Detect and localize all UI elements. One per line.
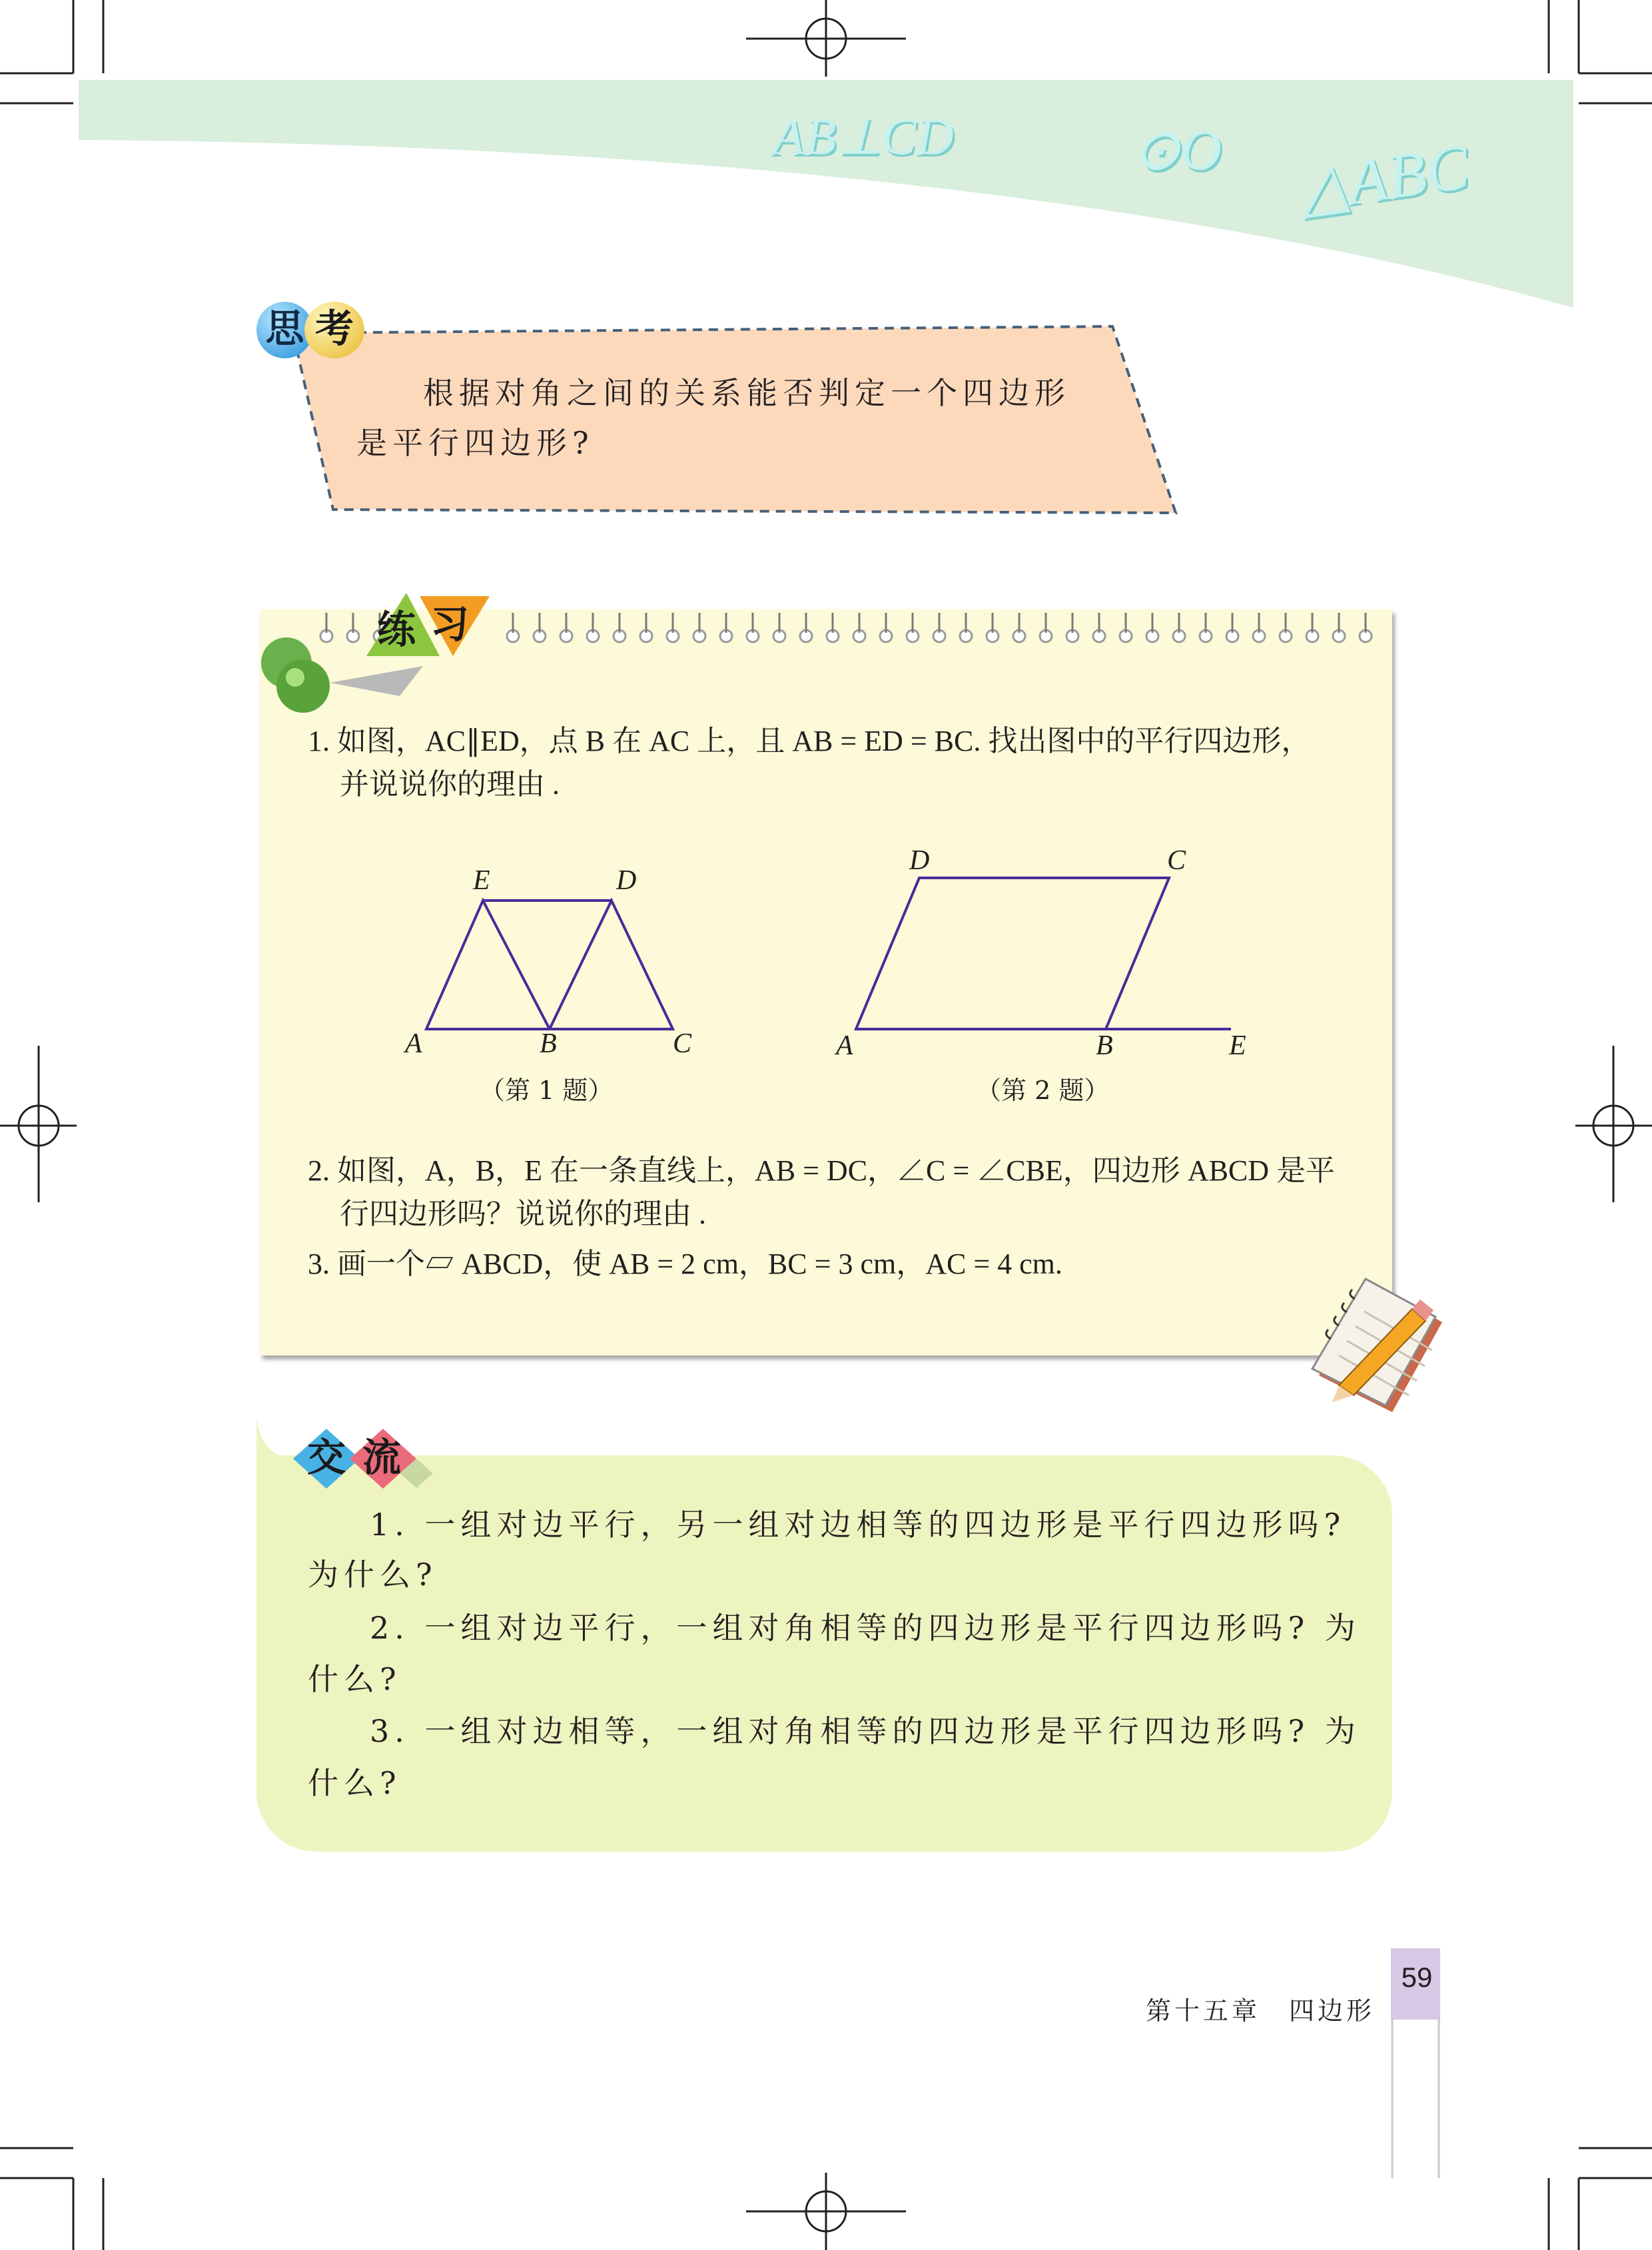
figure-2-label-b: B xyxy=(1096,1030,1113,1061)
header-band xyxy=(0,0,1652,333)
exercise-q1-line-1: 1. 如图，AC∥ED，点 B 在 AC 上，且 AB = ED = BC. 找出图中的平行四边形， xyxy=(308,725,1311,757)
think-label-badge-1: 思 xyxy=(256,302,313,358)
communicate-label-text-2: 流 xyxy=(362,1435,401,1480)
communicate-label xyxy=(290,1425,436,1492)
think-label-badge-2: 考 xyxy=(304,302,364,358)
exercise-q2-line-2: 行四边形吗？说说你的理由 . xyxy=(340,1198,706,1230)
figure-1-label-b: B xyxy=(540,1028,557,1059)
figure-1-triangle-left xyxy=(426,901,550,1029)
figure-1-caption: （第 1 题） xyxy=(480,1076,614,1105)
page-tab-guides xyxy=(1391,2018,1444,2178)
communicate-q3-line-2: 什么? xyxy=(308,1765,402,1801)
communicate-q1-line-1: 1. 一组对边平行，另一组对边相等的四边形是平行四边形吗? xyxy=(370,1507,1346,1543)
header-symbol-triangle: △ABC xyxy=(1294,130,1473,225)
exercise-label xyxy=(360,589,493,663)
figure-2-label-c: C xyxy=(1167,845,1186,876)
communicate-q2-line-2: 什么? xyxy=(308,1661,402,1697)
communicate-q3-line-1: 3. 一组对边相等，一组对角相等的四边形是平行四边形吗? 为 xyxy=(370,1713,1361,1749)
figure-2-caption: （第 2 题） xyxy=(976,1076,1110,1105)
think-label xyxy=(256,298,370,362)
exercise-q2-line-1: 2. 如图，A，B，E 在一条直线上，AB = DC，∠C = ∠CBE，四边形 ABCD 是平 xyxy=(308,1154,1336,1187)
figure-1-label-c: C xyxy=(673,1028,692,1059)
figure-1 xyxy=(393,859,739,1119)
exercise-label-text-2: 习 xyxy=(430,601,469,647)
communicate-label-text-1: 交 xyxy=(306,1435,346,1480)
exercise-label-text-1: 练 xyxy=(376,607,416,652)
exercise-q1-line-2: 并说说你的理由 . xyxy=(340,768,560,801)
figure-2-label-e: E xyxy=(1229,1030,1246,1061)
chapter-title: 第十五章 四边形 xyxy=(1146,1996,1376,2026)
communicate-q2-line-1: 2. 一组对边平行，一组对角相等的四边形是平行四边形吗? 为 xyxy=(370,1610,1361,1646)
think-question-line-1: 根据对角之间的关系能否判定一个四边形 xyxy=(423,375,1070,411)
figure-1-label-a: A xyxy=(405,1028,422,1059)
figure-1-label-e: E xyxy=(473,865,490,896)
notepad-pencil-icon xyxy=(1292,1276,1452,1415)
figure-2-parallelogram xyxy=(856,878,1169,1029)
figure-2-label-a: A xyxy=(836,1030,853,1061)
figure-1-triangle-right xyxy=(550,901,673,1029)
think-question-line-2: 是平行四边形? xyxy=(356,425,594,461)
figure-2 xyxy=(826,843,1279,1119)
header-symbol-circle: ⊙O xyxy=(1132,118,1222,182)
page-number: 59 xyxy=(1401,1962,1433,1993)
figure-2-label-d: D xyxy=(909,845,930,876)
figure-1-label-d: D xyxy=(616,865,637,896)
header-symbol-perpendicular: AB⊥CD xyxy=(773,107,954,165)
communicate-q1-line-2: 为什么? xyxy=(308,1557,438,1593)
exercise-q3-line-1: 3. 画一个▱ ABCD，使 AB = 2 cm，BC = 3 cm，AC = 4 cm. xyxy=(308,1248,1062,1280)
